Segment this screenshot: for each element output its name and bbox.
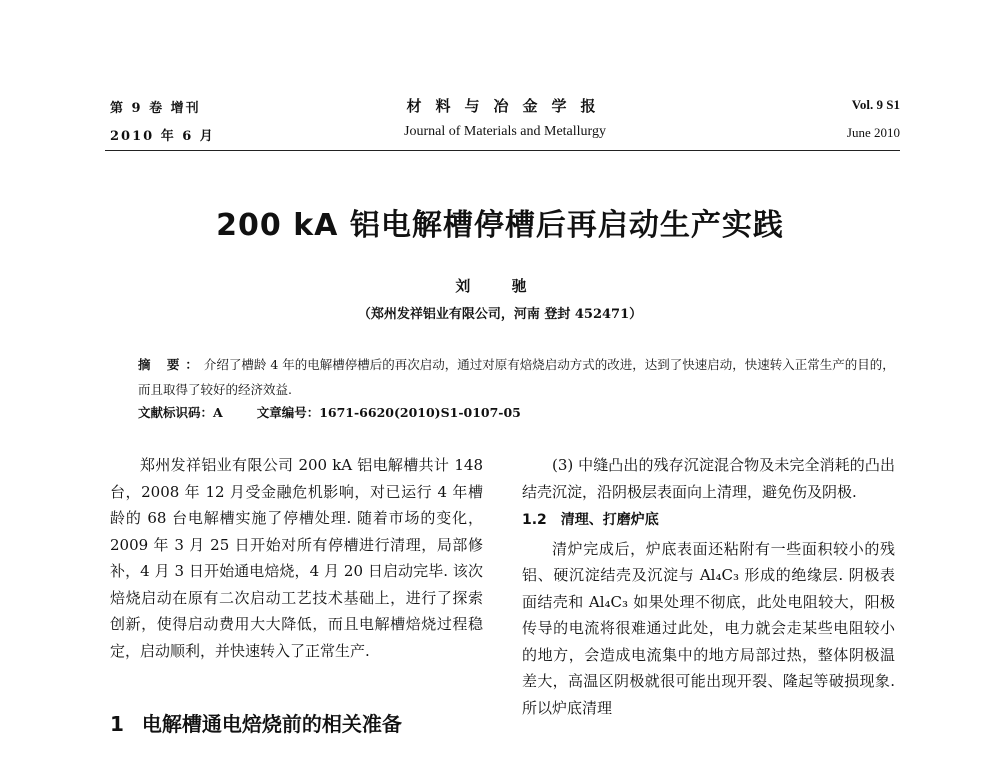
date-label-en: June 2010 [846,125,900,140]
abstract-text: 介绍了槽龄 4 年的电解槽停槽后的再次启动，通过对原有焙烧启动方式的改进，达到了快速启动，快速转入正常生产的目的，而且取得了较好的经济效益. [138,357,895,397]
abstract-label: 摘 要： [138,357,204,372]
volume-label-cn: 第 9 卷 增刊 [110,101,201,116]
author-affiliation: （郑州发祥铝业有限公司，河南 登封 452471） [357,307,643,322]
right-paragraph-1: (3) 中缝凸出的残存沉淀混合物及未完全消耗的凸出结壳沉淀，沿阴极层表面向上清理，避免伤及阴极. [522,456,895,501]
section-1-number: 1 [110,712,124,736]
journal-name-en: Journal of Materials and Metallurgy [404,124,606,139]
article-number: 文章编号：1671-6620(2010)S1-0107-05 [256,405,521,420]
abstract [138,352,898,402]
right-column [522,452,895,721]
document-code: 文献标识码：A [138,405,223,420]
header-divider [105,150,900,151]
journal-name-cn: 材料与冶金学报 [406,97,610,115]
author-name: 刘 驰 [455,277,545,295]
right-paragraph-2: 清炉完成后，炉底表面还粘附有一些面积较小的残铝、硬沉淀结壳及沉淀与 Al₄C₃ 形成的绝缘层. 阴极表面结壳和 Al₄C₃ 如果处理不彻底，此处电阻较大，阳极传导的电流将很难通过此处，电力就会走某些电阻较小的地方，会造成电流集中的地方局部过热，整体阴极温差大，高温区阴极就很可能出现开裂、隆起等破损现象. 所以炉底清理 [522,539,895,717]
article-meta [138,403,521,421]
left-column [110,452,483,664]
volume-label-en: Vol. 9 S1 [851,97,900,112]
subsection-1-2-heading: 1.2 清理、打磨炉底 [522,512,659,528]
article-title: 200 kA 铝电解槽停槽后再启动生产实践 [216,208,784,243]
intro-paragraph: 郑州发祥铝业有限公司 200 kA 铝电解槽共计 148 台，2008 年 12 月受金融危机影响，对已运行 4 年槽龄的 68 台电解槽实施了停槽处理. 随着市场的变化，2009 年 3 月 25 日开始对所有停槽进行清理，局部修补，4 月 3 日开始通电焙烧，4 月 20 日启动完毕. 该次焙烧启动在原有二次启动工艺技术基础上，进行了探索创新，使得启动费用大大降低，而且电解槽焙烧过程稳定，启动顺利，并快速转入了正常生产. [110,456,483,660]
section-1-title: 电解槽通电焙烧前的相关准备 [141,712,402,736]
section-1-heading [110,708,402,737]
date-label-cn: 2010 年 6 月 [110,129,215,144]
